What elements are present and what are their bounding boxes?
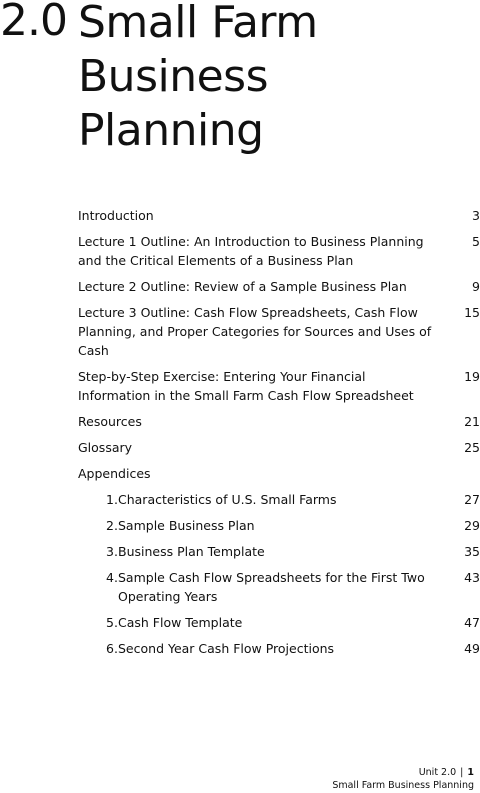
toc-entry-title: Lecture 3 Outline: Cash Flow Spreadsheets, Cash Flow Planning, and Proper Categories for Sources and Uses of Cash [78,305,432,358]
toc-appendix-number: 3. [106,544,118,559]
page-title-line: Small Farm [78,0,318,48]
footer-separator: | [460,767,464,778]
footer-page-number: 1 [467,767,474,778]
toc-entry-page: 29 [464,518,480,533]
toc-entry-page: 15 [464,305,480,320]
toc-entry-page: 3 [472,208,480,223]
toc-entry-appendices[interactable] [78,464,474,483]
toc-entry-title: Step-by-Step Exercise: Entering Your Financial Information in the Small Farm Cash Flow Spreadsheet [78,369,414,403]
toc-appendix-number: 6. [106,641,118,656]
toc-entry-title: Appendices [78,466,151,481]
toc-entry-lecture-1[interactable] [78,232,480,270]
footer-unit: Unit 2.0 [418,767,457,778]
toc-entry-page: 35 [464,544,480,559]
page-footer [332,766,474,792]
toc-entry-title: Glossary [78,440,133,455]
toc-appendix-number: 5. [106,615,118,630]
toc-appendix-title: Business Plan Template [118,544,265,559]
toc-appendix-title: Sample Cash Flow Spreadsheets for the First Two Operating Years [118,570,425,604]
toc-entry-glossary[interactable] [78,438,480,457]
toc-entry-page: 25 [464,440,480,455]
toc-entry-introduction[interactable] [78,206,480,225]
toc-entry-page: 9 [472,279,480,294]
toc-entry-page: 49 [464,641,480,656]
toc-appendix-number: 2. [106,518,118,533]
footer-unit-line [332,766,474,779]
unit-number: 2.0 [0,0,67,46]
toc-entry-page: 43 [464,570,480,585]
toc-appendix-title: Cash Flow Template [118,615,243,630]
toc-entry-page: 19 [464,369,480,384]
toc-entry-page: 47 [464,615,480,630]
toc-entry-title: Lecture 2 Outline: Review of a Sample Business Plan [78,279,407,294]
toc-appendix-entry[interactable] [78,516,480,535]
toc-appendix-title: Characteristics of U.S. Small Farms [118,492,337,507]
footer-subtitle: Small Farm Business Planning [332,780,474,791]
toc-entry-page: 5 [472,234,480,249]
toc-entry-exercise[interactable] [78,367,480,405]
toc-entry-page: 27 [464,492,480,507]
toc-entry-title: Resources [78,414,142,429]
toc-appendix-entry[interactable] [78,613,480,632]
page-title-line: Planning [78,105,264,156]
toc-entry-resources[interactable] [78,412,480,431]
toc-entry-lecture-3[interactable] [78,303,480,360]
toc-appendix-entry[interactable] [78,542,480,561]
toc-entry-page: 21 [464,414,480,429]
toc-appendix-title: Second Year Cash Flow Projections [118,641,335,656]
toc-entry-title: Lecture 1 Outline: An Introduction to Business Planning and the Critical Elements of a Business Plan [78,234,424,268]
toc-entry-lecture-2[interactable] [78,277,480,296]
page-title [78,0,318,158]
toc-appendix-number: 1. [106,492,118,507]
table-of-contents [78,206,480,665]
toc-appendix-title: Sample Business Plan [118,518,255,533]
toc-appendix-number: 4. [106,570,118,585]
toc-appendix-entry[interactable] [78,490,480,509]
toc-entry-title: Introduction [78,208,154,223]
toc-appendix-entry[interactable] [78,639,480,658]
page-title-line: Business [78,51,269,102]
toc-appendix-entry[interactable] [78,568,480,606]
